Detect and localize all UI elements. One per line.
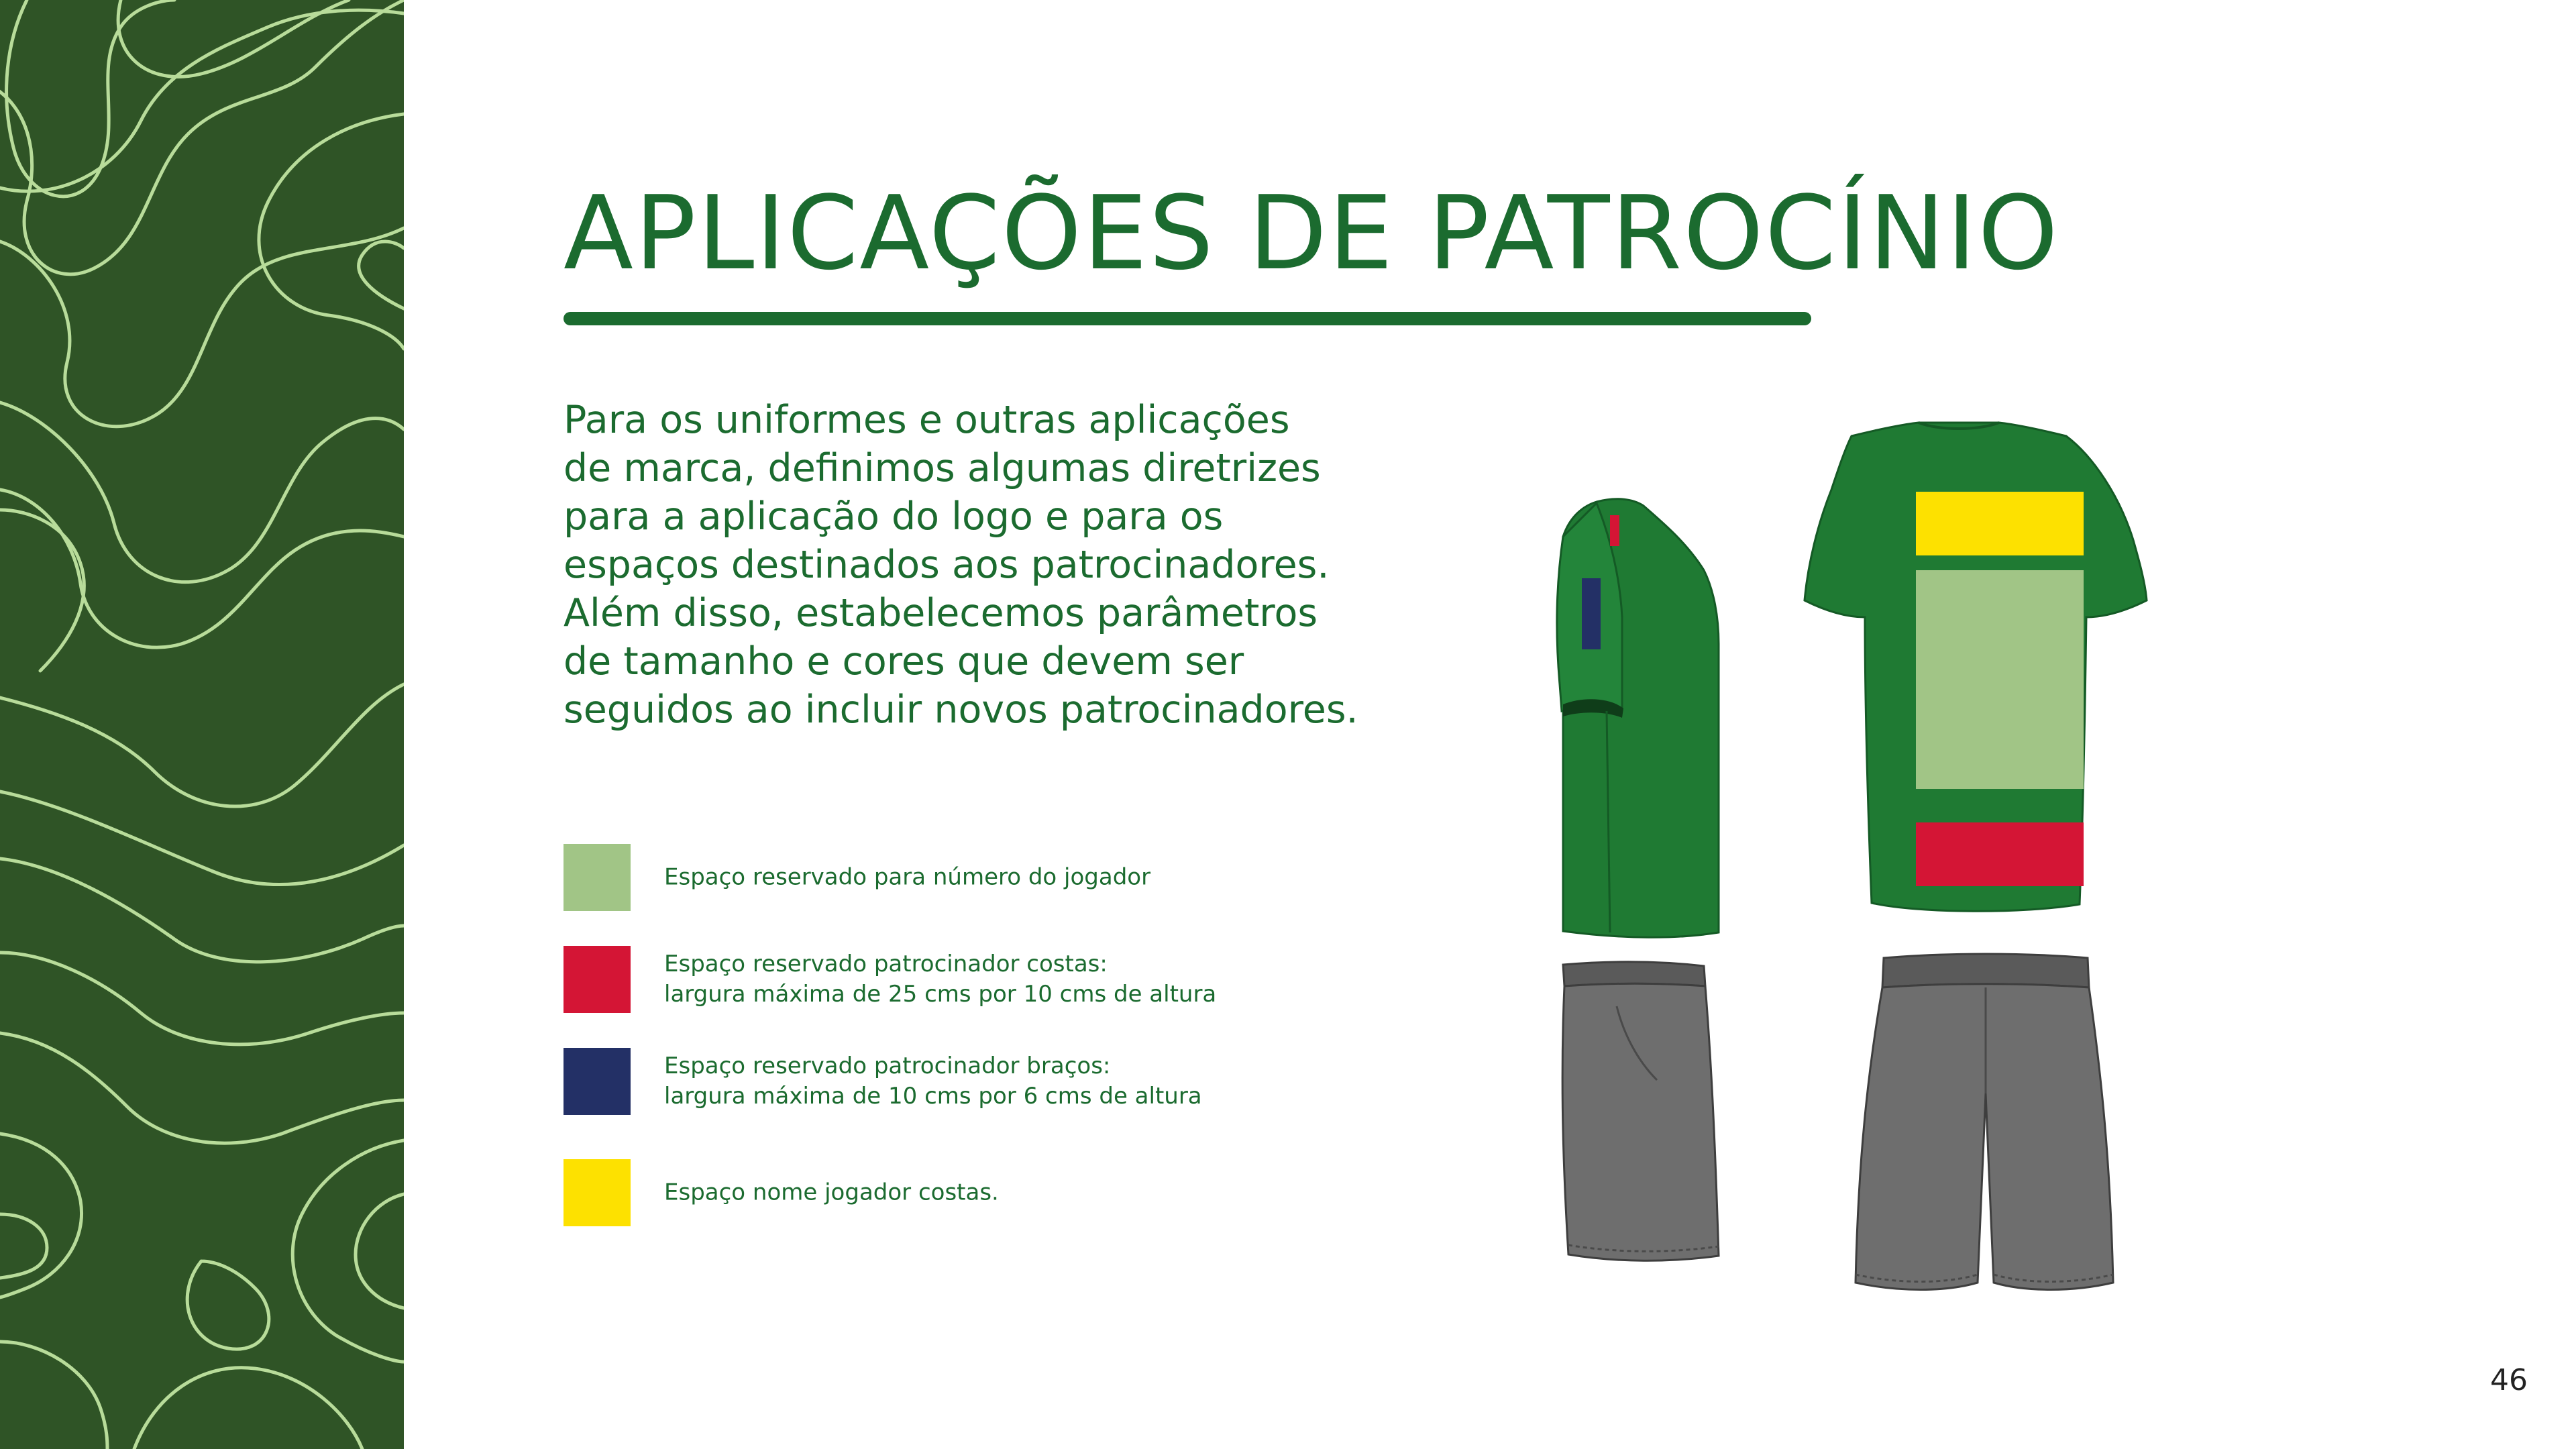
intro-line: de tamanho e cores que devem ser — [564, 639, 1244, 684]
intro-paragraph — [564, 396, 1422, 734]
yellow-swatch — [564, 1159, 631, 1226]
contour-pattern-panel — [0, 0, 404, 1449]
legend-line: Espaço reservado patrocinador costas: — [664, 951, 1108, 977]
legend-label — [664, 949, 1216, 1010]
legend-line: largura máxima de 25 cms por 10 cms de altura — [664, 981, 1217, 1008]
legend-label — [664, 1178, 999, 1208]
navy-swatch — [564, 1048, 631, 1115]
intro-line: para a aplicação do logo e para os — [564, 494, 1224, 539]
back-shirt-icon — [1805, 423, 2147, 911]
legend-line: Espaço reservado patrocinador braços: — [664, 1053, 1111, 1079]
intro-line: espaços destinados aos patrocinadores. — [564, 543, 1330, 587]
intro-line: Para os uniformes e outras aplicações — [564, 398, 1290, 442]
back-shorts-icon — [1856, 954, 2113, 1290]
legend-line: largura máxima de 10 cms por 6 cms de altura — [664, 1083, 1202, 1110]
topographic-lines-icon — [0, 0, 404, 1449]
legend-label — [664, 1051, 1202, 1112]
legend-line: Espaço nome jogador costas. — [664, 1179, 999, 1206]
legend-label — [664, 863, 1150, 893]
page-number: 46 — [2490, 1363, 2528, 1397]
green-swatch — [564, 844, 631, 911]
intro-line: Além disso, estabelecemos parâmetros — [564, 591, 1318, 635]
side-shirt-icon — [1557, 499, 1719, 938]
intro-line: de marca, definimos algumas diretrizes — [564, 446, 1321, 490]
uniform-illustration — [1543, 416, 2241, 1308]
intro-line: seguidos ao incluir novos patrocinadores. — [564, 688, 1358, 732]
legend-line: Espaço reservado para número do jogador — [664, 863, 1151, 891]
red-swatch — [564, 946, 631, 1013]
page-title: APLICAÇÕES DE PATROCÍNIO — [564, 174, 2059, 292]
side-shorts-icon — [1562, 962, 1719, 1261]
title-underline — [564, 312, 1811, 325]
